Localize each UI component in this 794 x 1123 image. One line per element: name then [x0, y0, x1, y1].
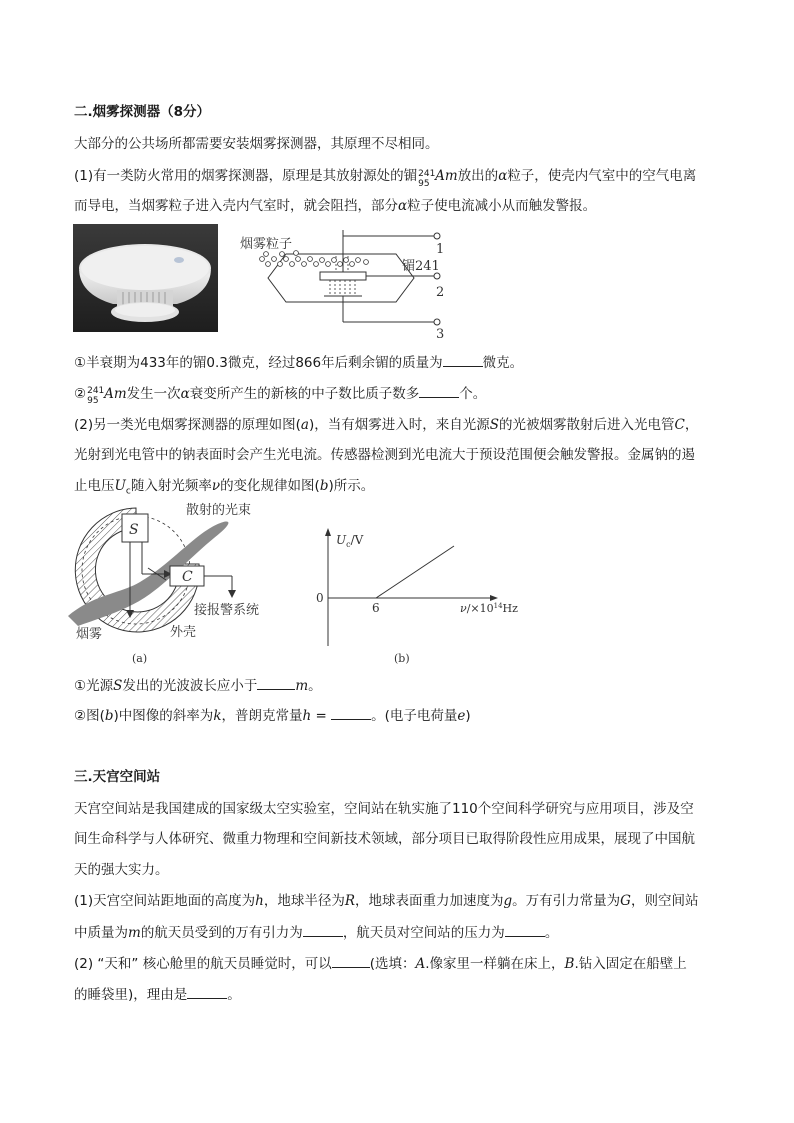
q2-line1: (2)另一类光电烟雾探测器的原理如图(a)，当有烟雾进入时，来自光源S的光被烟雾散射后进入光电管C， — [74, 417, 699, 433]
sub-question-2: ② 241 95 Am发生一次α衰变所产生的新核的中子数比质子数多 个。 — [74, 383, 486, 404]
answer-blank-2[interactable] — [419, 383, 459, 398]
answer-blank-4[interactable] — [331, 705, 371, 720]
terminal-3: 3 — [436, 327, 445, 342]
smoke-detector-photo — [73, 224, 218, 332]
smoke-detector-image — [73, 224, 218, 332]
isotope-prescript: 241 95 — [418, 169, 436, 189]
label-alarm-system: 接报警系统 — [194, 603, 260, 618]
sub-question-3: ①光源S发出的光波波长应小于 m。 — [74, 675, 322, 696]
q2-line3: 止电压$U_c$随入射光频率ν的变化规律如图(b)所示。 — [74, 478, 375, 497]
caption-b: (b) — [394, 652, 410, 665]
q2-line2: 光射到光电管中的钠表面时会产生光电流。传感器检测到光电流大于预设范围便会触发警报。金属钠的遏 — [74, 447, 695, 463]
smoke-particles — [260, 251, 369, 267]
photoelectric-detector-diagram — [64, 498, 284, 668]
section2-intro: 大部分的公共场所都需要安装烟雾探测器，其原理不尽相同。 — [74, 136, 439, 152]
section3-q1-line1: (1)天宫空间站距地面的高度为h，地球半径为R，地球表面重力加速度为g。万有引力常量为G，则空间站 — [74, 893, 699, 909]
answer-blank-7[interactable] — [332, 953, 370, 968]
section3-p3: 天的强大实力。 — [74, 862, 169, 878]
origin-label: 0 — [316, 591, 324, 605]
section3-q2-line2: 的睡袋里)，理由是 。 — [74, 984, 241, 1005]
uc-nu-line — [376, 546, 454, 598]
svg-text:S: S — [129, 522, 139, 538]
label-am241: 镅241 — [402, 259, 440, 274]
svg-text:C: C — [182, 569, 193, 585]
terminal-2: 2 — [436, 285, 445, 300]
section3-title: 三.天宫空间站 — [74, 769, 161, 785]
stopping-voltage-graph — [308, 522, 528, 668]
q1-line1: (1)有一类防火常用的烟雾探测器，原理是其放射源处的镅 241 95 Am放出的α粒子，使壳内气室中的空气电离 — [74, 168, 697, 189]
caption-a: (a) — [132, 652, 148, 665]
ionization-chamber-diagram — [236, 226, 456, 342]
section2-title: 二.烟雾探测器（8分） — [74, 104, 211, 120]
answer-blank-8[interactable] — [187, 984, 227, 999]
q1-line2: 而导电，当烟雾粒子进入壳内气室时，就会阻挡，部分α粒子使电流减小从而触发警报。 — [74, 198, 597, 214]
label-smoke: 烟雾 — [76, 627, 103, 642]
section3-p1: 天宫空间站是我国建成的国家级太空实验室，空间站在轨实施了110个空间科学研究与应用项目，涉及空 — [74, 801, 694, 817]
am241-source — [320, 272, 366, 280]
sub-question-1: ①半衰期为433年的镅0.3微克，经过866年后剩余镅的质量为 微克。 — [74, 352, 523, 373]
isotope-prescript-2: 241 95 — [87, 386, 105, 406]
section3-p2: 间生命科学与人体研究、微重力物理和空间新技术领域，部分项目已取得阶段性应用成果，展现了中国航 — [74, 831, 695, 847]
label-smoke-particles: 烟雾粒子 — [240, 237, 293, 252]
label-scattered-beam: 散射的光束 — [186, 503, 252, 518]
answer-blank-6[interactable] — [505, 922, 545, 937]
sub-question-4: ②图(b)中图像的斜率为k，普朗克常量h = 。(电子电荷量e) — [74, 705, 471, 726]
answer-blank-3[interactable] — [257, 675, 295, 690]
x-axis-label: $\nu/\times 10^{14}Hz$ — [460, 602, 518, 615]
label-shell: 外壳 — [170, 625, 197, 640]
answer-blank-5[interactable] — [303, 922, 343, 937]
y-axis-label: $U_c/V$ — [336, 533, 364, 549]
tick-6: 6 — [372, 601, 380, 615]
terminal-1: 1 — [436, 242, 445, 257]
section3-q1-line2: 中质量为m的航天员受到的万有引力为 ，航天员对空间站的压力为 。 — [74, 922, 558, 943]
section3-q2-line1: (2) “天和” 核心舱里的航天员睡觉时，可以 (选填：A.像家里一样躺在床上，B.钻入固定在船壁上 — [74, 953, 687, 974]
answer-blank-1[interactable] — [443, 352, 483, 367]
